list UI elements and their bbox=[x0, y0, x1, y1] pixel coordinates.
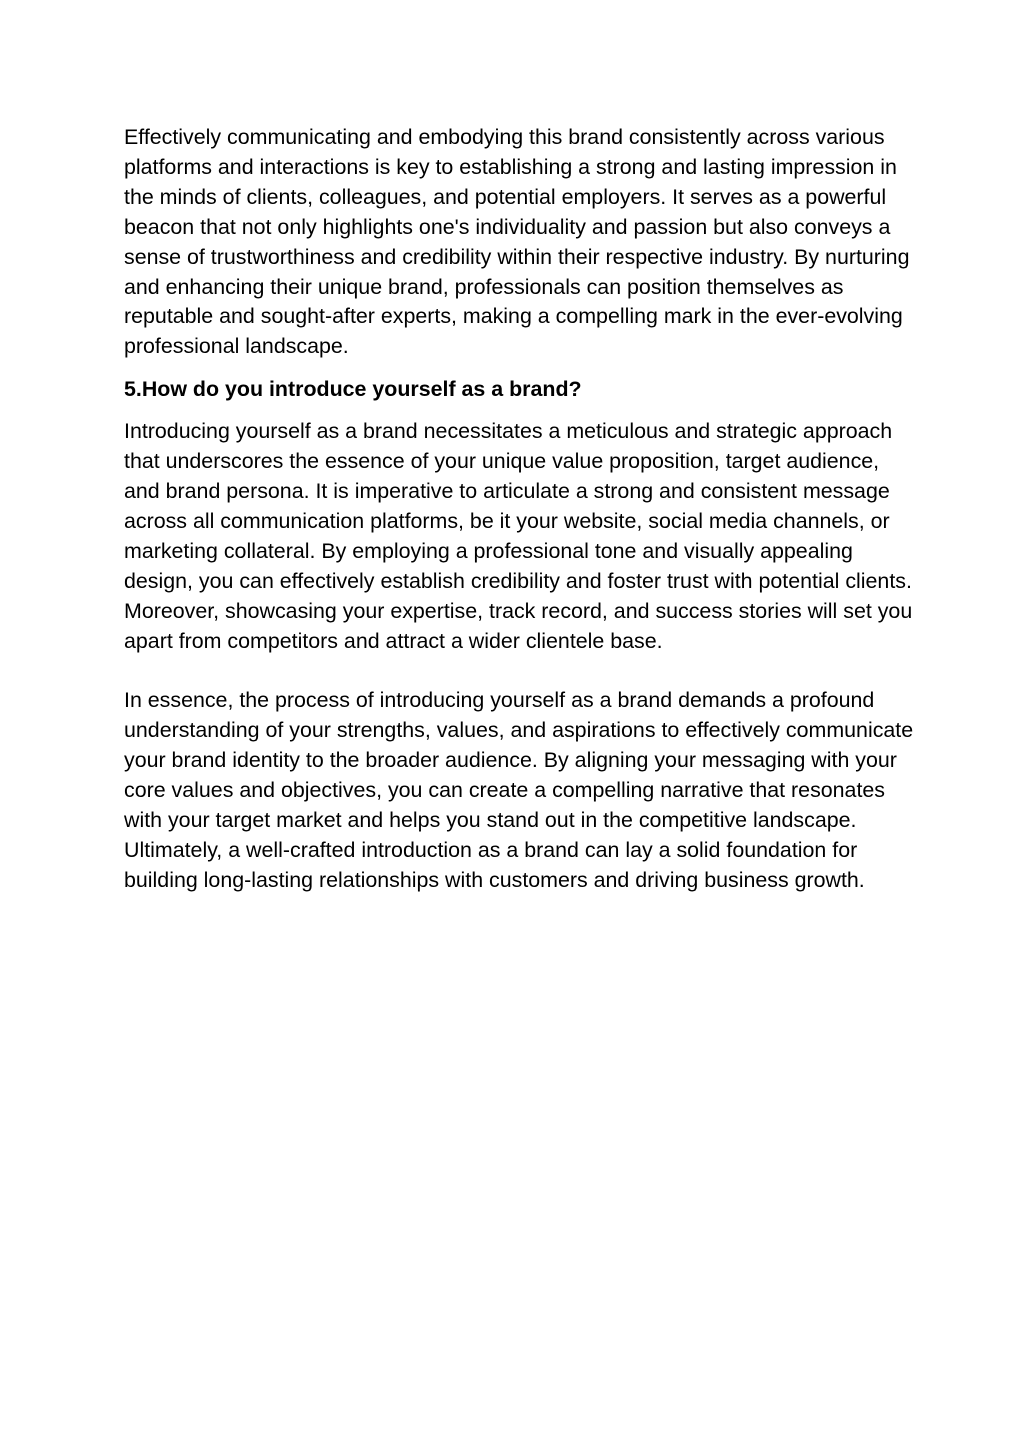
paragraph-in-essence: In essence, the process of introducing yourself as a brand demands a profound understanding of your strengths, values, and aspirations to effectively communicate your brand identity to the broader audience. By aligning your messaging with your core values and objectives, you can create a compelling narrative that resonates with your target market and helps you stand out in the competitive landscape. Ultimately, a well-crafted introduction as a brand can lay a solid foundation for building long-lasting relationships with customers and driving business growth. bbox=[124, 688, 914, 892]
paragraph-spacer bbox=[124, 656, 914, 686]
section-heading: 5.How do you introduce yourself as a brand? bbox=[124, 377, 582, 402]
document-page bbox=[124, 123, 914, 896]
paragraph-brand-consistency: Effectively communicating and embodying this brand consistently across various platforms and interactions is key to establishing a strong and lasting impression in the minds of clients, colleagues, and potential employers. It serves as a powerful beacon that not only highlights one's individuality and passion but also conveys a sense of trustworthiness and credibility within their respective industry. By nurturing and enhancing their unique brand, professionals can position themselves as reputable and sought-after experts, making a compelling mark in the ever-evolving professional landscape. bbox=[124, 125, 910, 359]
paragraph-introducing-brand: Introducing yourself as a brand necessitates a meticulous and strategic approach that underscores the essence of your unique value proposition, target audience, and brand persona. It is imperative to articulate a strong and consistent message across all communication platforms, be it your website, social media channels, or marketing collateral. By employing a professional tone and visually appealing design, you can effectively establish credibility and foster trust with potential clients. Moreover, showcasing your expertise, track record, and success stories will set you apart from competitors and attract a wider clientele base. bbox=[124, 419, 913, 653]
